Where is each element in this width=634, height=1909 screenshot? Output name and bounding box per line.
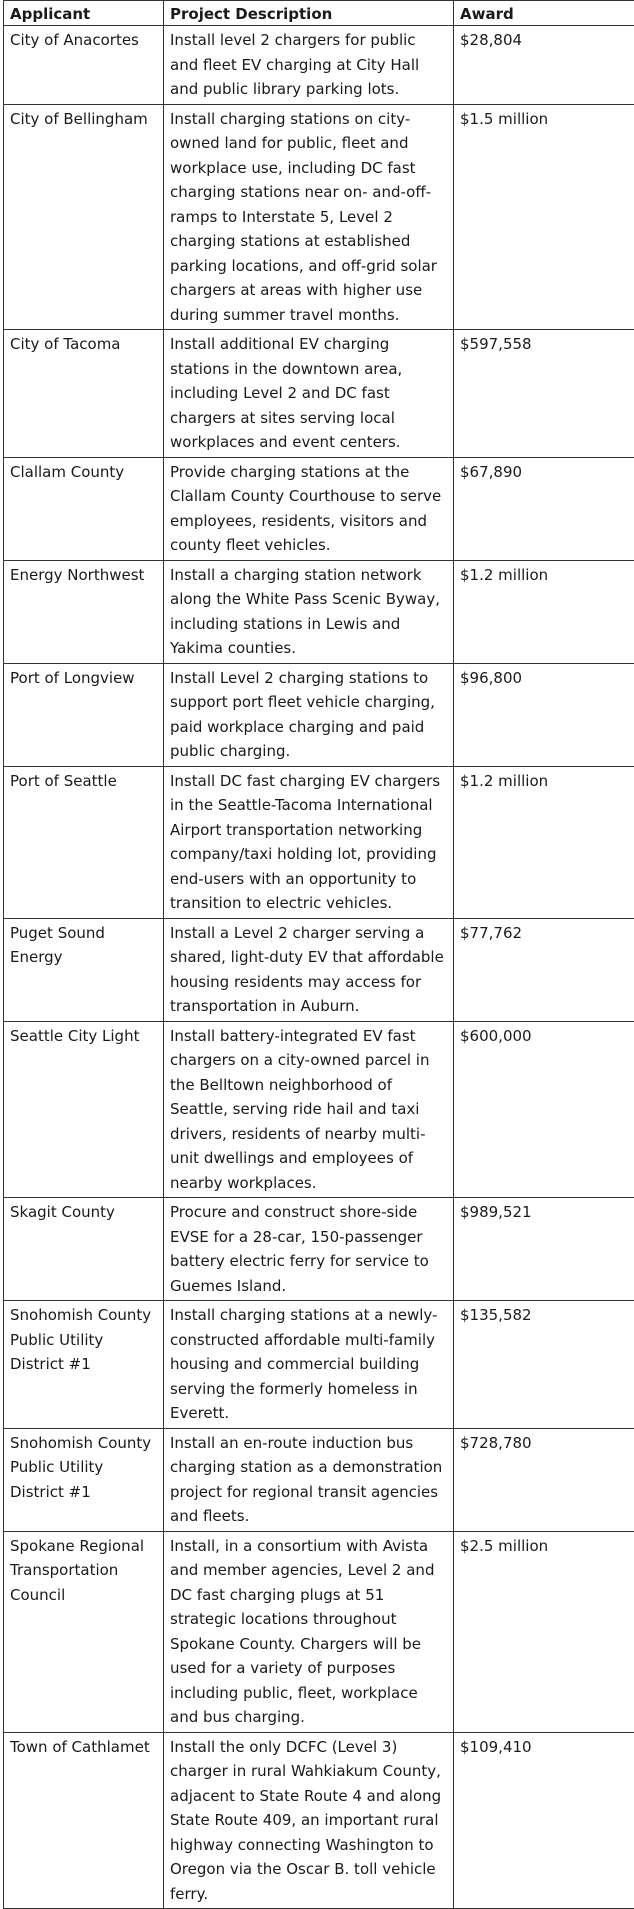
table-row: [4, 1428, 634, 1531]
table-row: [4, 1021, 634, 1198]
table-body: [4, 26, 634, 1909]
description-cell: Install battery-integrated EV fast chargers on a city-owned parcel in the Belltown neighborhood of Seattle, serving ride hail and taxi drivers, residents of nearby multi-unit dwellings and employees of nearby workplaces.: [164, 1021, 454, 1198]
header-applicant: Applicant: [4, 1, 164, 26]
description-cell: Install DC fast charging EV chargers in the Seattle-Tacoma International Airport transportation networking company/taxi holding lot, providing end-users with an opportunity to transition to electric vehicles.: [164, 766, 454, 918]
applicant-cell: Energy Northwest: [4, 560, 164, 663]
applicant-cell: Port of Seattle: [4, 766, 164, 918]
applicant-cell: Snohomish County Public Utility District #1: [4, 1428, 164, 1531]
table-row: [4, 1301, 634, 1429]
applicant-cell: Spokane Regional Transportation Council: [4, 1531, 164, 1732]
description-cell: Procure and construct shore-side EVSE for a 28-car, 150-passenger battery electric ferry for service to Guemes Island.: [164, 1198, 454, 1301]
description-cell: Provide charging stations at the Clallam County Courthouse to serve employees, residents, visitors and county fleet vehicles.: [164, 457, 454, 560]
description-cell: Install a Level 2 charger serving a shared, light-duty EV that affordable housing residents may access for transportation in Auburn.: [164, 918, 454, 1021]
description-cell: Install Level 2 charging stations to support port fleet vehicle charging, paid workplace charging and paid public charging.: [164, 663, 454, 766]
award-cell: $135,582: [454, 1301, 634, 1429]
description-cell: Install the only DCFC (Level 3) charger in rural Wahkiakum County, adjacent to State Route 4 and along State Route 409, an important rural highway connecting Washington to Oregon via the Oscar B. toll vehicle ferry.: [164, 1732, 454, 1909]
table-row: [4, 457, 634, 560]
applicant-cell: City of Bellingham: [4, 104, 164, 330]
description-cell: Install, in a consortium with Avista and member agencies, Level 2 and DC fast charging plugs at 51 strategic locations throughout Spokane County. Chargers will be used for a variety of purposes including public, fleet, workplace and bus charging.: [164, 1531, 454, 1732]
applicant-cell: City of Anacortes: [4, 26, 164, 105]
award-cell: $1.2 million: [454, 560, 634, 663]
table-row: [4, 1732, 634, 1909]
table-row: [4, 1198, 634, 1301]
award-cell: $28,804: [454, 26, 634, 105]
table-row: [4, 663, 634, 766]
applicant-cell: Snohomish County Public Utility District #1: [4, 1301, 164, 1429]
award-cell: $2.5 million: [454, 1531, 634, 1732]
description-cell: Install level 2 chargers for public and fleet EV charging at City Hall and public library parking lots.: [164, 26, 454, 105]
header-row: [4, 1, 634, 26]
description-cell: Install a charging station network along the White Pass Scenic Byway, including stations in Lewis and Yakima counties.: [164, 560, 454, 663]
award-cell: $1.2 million: [454, 766, 634, 918]
header-project-description: Project Description: [164, 1, 454, 26]
award-cell: $109,410: [454, 1732, 634, 1909]
award-cell: $597,558: [454, 330, 634, 458]
applicant-cell: City of Tacoma: [4, 330, 164, 458]
awards-table: [3, 0, 634, 1909]
applicant-cell: Town of Cathlamet: [4, 1732, 164, 1909]
table-row: [4, 104, 634, 330]
applicant-cell: Seattle City Light: [4, 1021, 164, 1198]
table-row: [4, 330, 634, 458]
table-row: [4, 766, 634, 918]
applicant-cell: Puget Sound Energy: [4, 918, 164, 1021]
header-award: Award: [454, 1, 634, 26]
table-row: [4, 918, 634, 1021]
award-cell: $67,890: [454, 457, 634, 560]
award-cell: $77,762: [454, 918, 634, 1021]
award-cell: $728,780: [454, 1428, 634, 1531]
table-row: [4, 1531, 634, 1732]
table-row: [4, 26, 634, 105]
award-cell: $600,000: [454, 1021, 634, 1198]
applicant-cell: Skagit County: [4, 1198, 164, 1301]
table-row: [4, 560, 634, 663]
description-cell: Install additional EV charging stations in the downtown area, including Level 2 and DC fast chargers at sites serving local workplaces and event centers.: [164, 330, 454, 458]
applicant-cell: Clallam County: [4, 457, 164, 560]
award-cell: $989,521: [454, 1198, 634, 1301]
description-cell: Install charging stations on city-owned land for public, fleet and workplace use, including DC fast charging stations near on- and-off-ramps to Interstate 5, Level 2 charging stations at established parking locations, and off-grid solar chargers at areas with higher use during summer travel months.: [164, 104, 454, 330]
description-cell: Install charging stations at a newly-constructed affordable multi-family housing and commercial building serving the formerly homeless in Everett.: [164, 1301, 454, 1429]
applicant-cell: Port of Longview: [4, 663, 164, 766]
description-cell: Install an en-route induction bus charging station as a demonstration project for regional transit agencies and fleets.: [164, 1428, 454, 1531]
award-cell: $96,800: [454, 663, 634, 766]
award-cell: $1.5 million: [454, 104, 634, 330]
